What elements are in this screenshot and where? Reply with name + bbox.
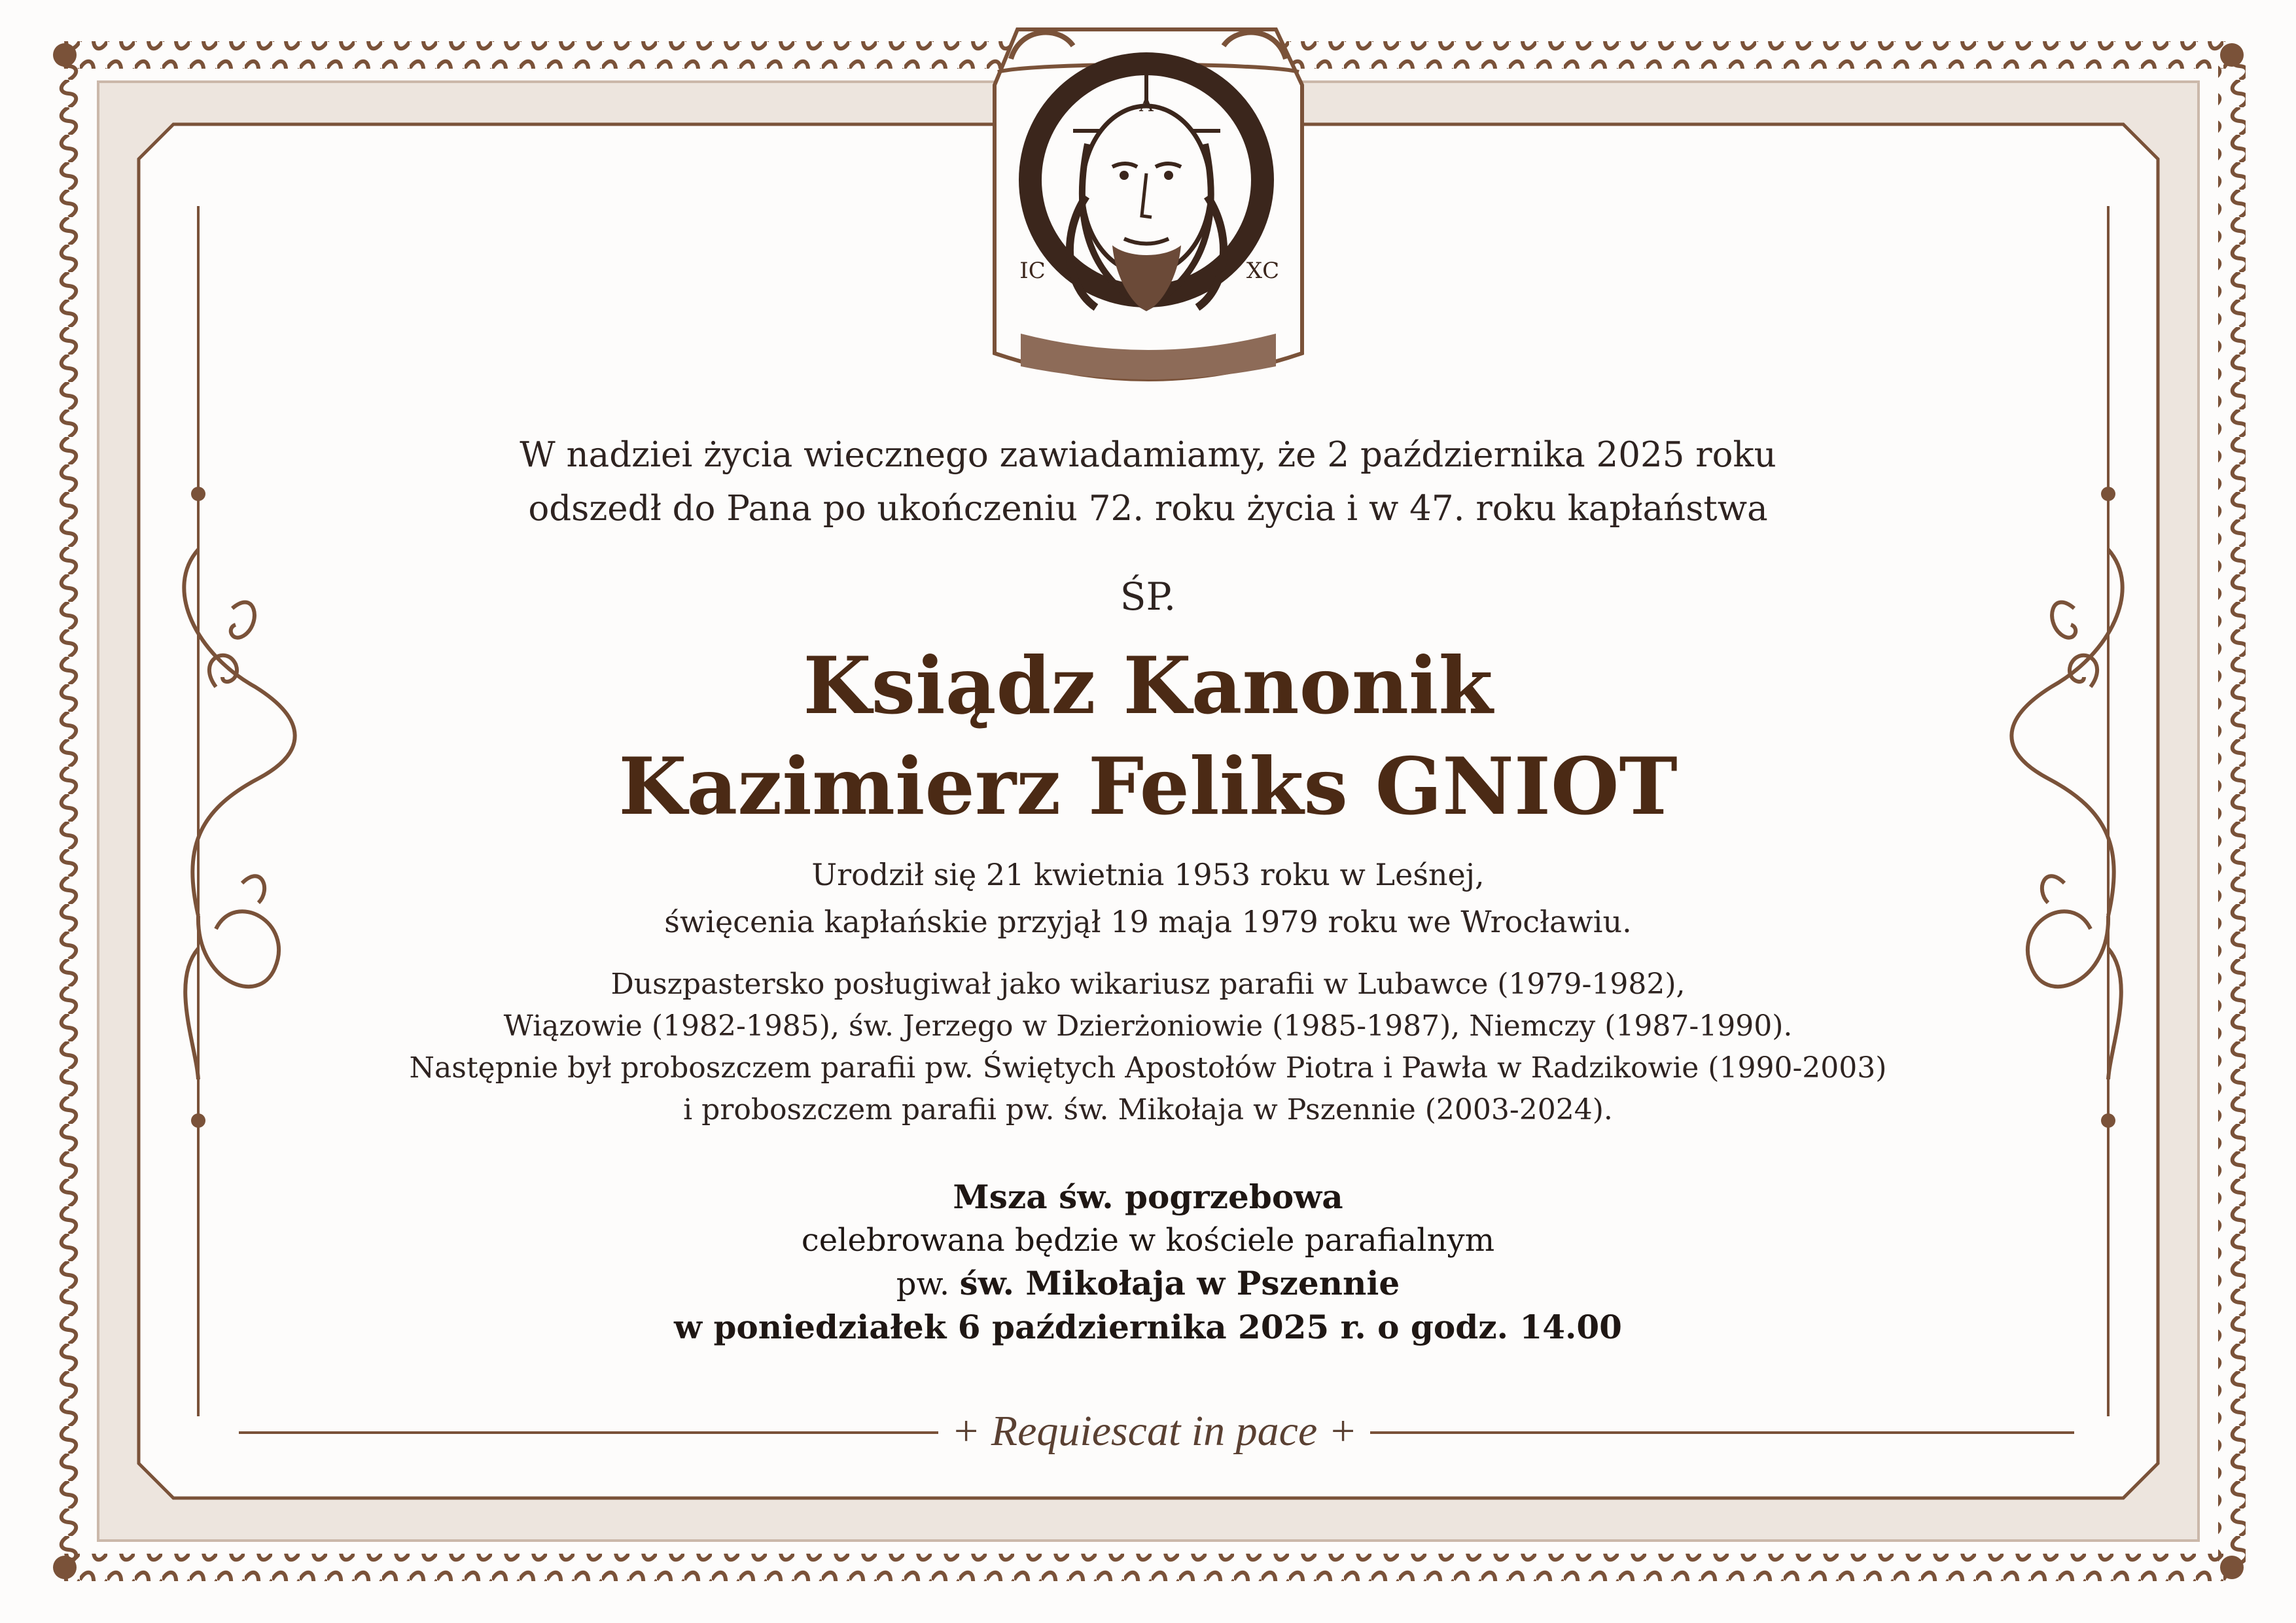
ministry-line-1: Duszpastersko posługiwał jako wikariusz parafii w Lubawce (1979-1982), (610, 968, 1686, 1001)
ministry-line-2: Wiązowie (1982-1985), św. Jerzego w Dzierżoniowie (1985-1987), Niemczy (1987-1990). (503, 1009, 1793, 1043)
bio-text (0, 851, 2296, 945)
christ-icon (995, 29, 1302, 379)
ministry-line-3: Następnie był proboszczem parafii pw. Świętych Apostołów Piotra i Pawła w Radzikowie (1990-2003) (409, 1051, 1887, 1085)
icon-letters-ic: ІС (1019, 258, 1046, 284)
funeral-datetime: w poniedziałek 6 października 2025 r. o godz. 14.00 (674, 1308, 1622, 1346)
funeral-info (0, 1176, 2296, 1349)
icon-letter-omega: Ѡ (1043, 158, 1067, 181)
sp-label: ŚP. (1120, 574, 1176, 619)
icon-letter-alpha: Α (1139, 94, 1154, 116)
icon-letters-xc: ХС (1246, 258, 1280, 284)
bio-line-1: Urodził się 21 kwietnia 1953 roku w Leśnej, (811, 857, 1485, 892)
rip-text: + Requiescat in pace + (951, 1407, 1358, 1455)
intro-line-2: odszedł do Pana po ukończeniu 72. roku życia i w 47. roku kapłaństwa (528, 489, 1768, 529)
deceased-name (0, 636, 2296, 837)
intro-line-1: W nadziei życia wiecznego zawiadamiamy, że 2 października 2025 roku (520, 435, 1776, 475)
bio-line-2: święcenia kapłańskie przyjął 19 maja 1979 roku we Wrocławiu. (664, 904, 1632, 939)
ministry-line-4: i proboszczem parafii pw. św. Mikołaja w Pszennie (2003-2024). (683, 1093, 1613, 1126)
ministry-text (0, 964, 2296, 1131)
intro-text (0, 428, 2296, 536)
funeral-church-name (0, 1262, 2296, 1306)
rip-footer (938, 1399, 1370, 1464)
funeral-church-bold: św. Mikołaja w Pszennie (959, 1264, 1400, 1302)
funeral-church-line: celebrowana będzie w kościele parafialnym (801, 1222, 1495, 1259)
funeral-title: Msza św. pogrzebowa (953, 1178, 1343, 1216)
name-full: Kazimierz Feliks GNIOT (618, 741, 1678, 833)
name-title: Ksiądz Kanonik (803, 640, 1493, 732)
funeral-church-prefix: pw. (896, 1266, 950, 1302)
icon-letter-n: Н (1229, 158, 1247, 181)
